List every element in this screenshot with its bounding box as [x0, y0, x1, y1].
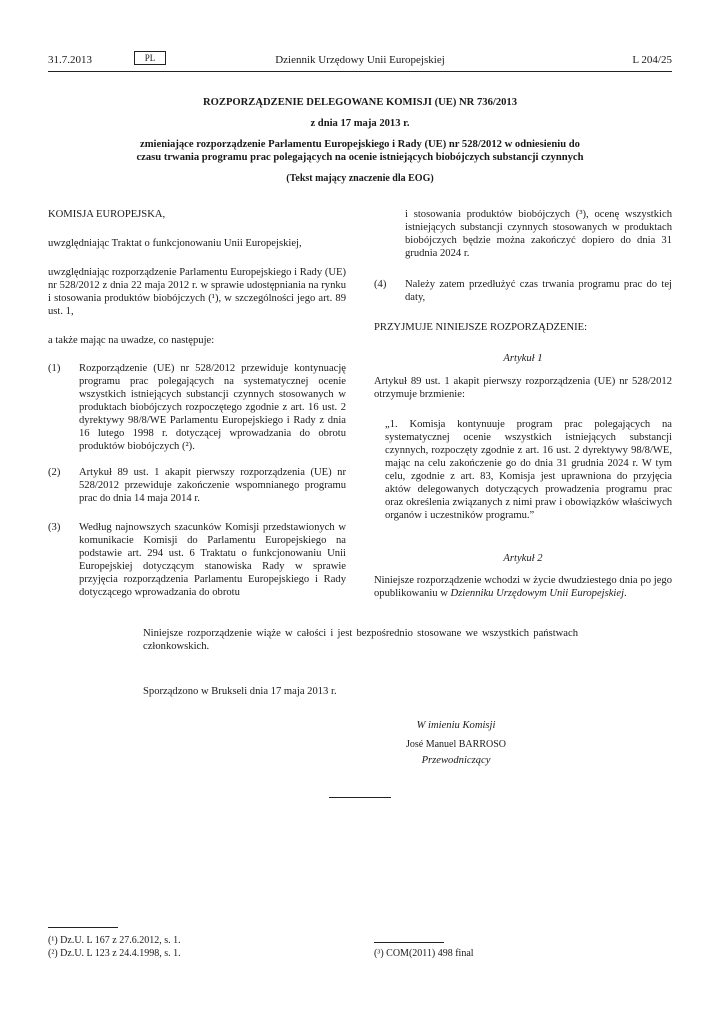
recital-2: [48, 466, 346, 505]
journal-title: Dziennik Urzędowy Unii Europejskiej: [275, 54, 445, 66]
article-2-heading: Artykuł 2: [503, 553, 543, 564]
article-1-heading: Artykuł 1: [503, 353, 543, 364]
binding-clause: Niniejsze rozporządzenie wiąże w całości i jest bezpośrednio stosowane we wszystkich państwach członkowskich.: [143, 628, 578, 652]
signature-for: W imieniu Komisji: [416, 720, 496, 731]
commission-heading: KOMISJA EUROPEJSKA,: [48, 209, 166, 220]
recital-text: Rozporządzenie (UE) nr 528/2012 przewiduje kontynuację programu prac polegających na systematycznej ocenie wszystkich istniejących substancji czynnych stosowanych w produktach biobójczych rozpoczętego zgodnie z art. 16 ust. 2 dyrektywy 98/8/WE Parlamentu Europejskiego i Rady z dnia 16 lutego 1998 r. dotyczącej wprowadzania do obrotu produktów biobójczych (²).: [79, 363, 346, 452]
article-1-quote: „1. Komisja kontynuuje program prac polegających na systematycznej ocenie wszystkich istniejących substancji czynnych, rozpoczęty zgodnie z art. 16 ust. 2 dyrektywy 98/8/WE, mając na celu zakończenie go do dnia 31 grudnia 2024 r. W tym celu, zgodnie z art. 83, Komisja jest uprawniona do przyjęcia aktów delegowanych dotyczących prowadzenia programu prac oraz określenia związanych z nimi praw i obowiązków właściwych organów i uczestników programu.”: [385, 419, 672, 521]
publication-date: 31.7.2013: [48, 54, 92, 66]
regulation-date: z dnia 17 maja 2013 r.: [310, 118, 410, 129]
recital-3-continued: i stosowania produktów biobójczych (³), ocenę wszystkich istniejących substancji czynnych stosowanych w produktach biobójczych będzie można zakończyć dopiero do dnia 31 grudnia 2024 r.: [405, 209, 672, 259]
header-rule: [48, 71, 672, 72]
recital-number: (2): [48, 467, 61, 478]
whereas-intro: a także mając na uwadze, co następuje:: [48, 335, 215, 346]
end-rule: [329, 797, 391, 798]
eea-relevance: (Tekst mający znaczenie dla EOG): [286, 173, 434, 184]
place-and-date: Sporządzono w Brukseli dnia 17 maja 2013 r.: [143, 686, 337, 697]
page-reference: L 204/25: [632, 54, 672, 66]
article-2-text-end: .: [624, 588, 627, 599]
recital-text: Artykuł 89 ust. 1 akapit pierwszy rozporządzenia (UE) nr 528/2012 przewiduje zakończenie wspomnianego programu prac do dnia 14 maja 2014 r.: [79, 467, 346, 504]
signatory-name: José Manuel BARROSO: [405, 739, 506, 750]
footnote-rule-left: [48, 927, 118, 928]
language-badge: PL: [134, 51, 166, 65]
recital-4: [374, 278, 672, 304]
regulation-title: ROZPORZĄDZENIE DELEGOWANE KOMISJI (UE) NR 736/2013: [202, 97, 518, 108]
recital-text: Należy zatem przedłużyć czas trwania programu prac do tej daty,: [405, 279, 672, 303]
recital-number: (3): [48, 522, 61, 533]
footnote-1: (¹) Dz.U. L 167 z 27.6.2012, s. 1.: [48, 935, 181, 946]
recital-text: Według najnowszych szacunków Komisji przedstawionych w komunikacie Komisji do Parlamentu Europejskiego na podstawie art. 294 ust. 6 Traktatu o funkcjonowaniu Unii Europejskiej dotyczącym stanowiska Rady w sprawie przyjęcia rozporządzenia Parlamentu Europejskiego i Rady dotyczącego wprowadzania do obrotu: [79, 522, 346, 598]
regulation-subject-line2: czasu trwania programu prac polegających na ocenie istniejących biobójczych substancji czynnych: [136, 152, 584, 163]
signatory-role: Przewodniczący: [421, 755, 491, 766]
recital-number: (4): [374, 279, 387, 290]
footnote-2: (²) Dz.U. L 123 z 24.4.1998, s. 1.: [48, 948, 181, 959]
recital-number: (1): [48, 363, 61, 374]
journal-name: Dzienniku Urzędowym Unii Europejskiej: [450, 588, 625, 599]
recital-1: [48, 362, 346, 453]
article-2-text-main: Niniejsze rozporządzenie wchodzi w życie dwudziestego dnia po jego opublikowaniu w: [374, 575, 672, 599]
citation-treaty: uwzględniając Traktat o funkcjonowaniu Unii Europejskiej,: [48, 238, 302, 249]
recital-3: [48, 521, 346, 599]
citation-regulation: uwzględniając rozporządzenie Parlamentu Europejskiego i Rady (UE) nr 528/2012 z dnia 22 maja 2012 r. w sprawie udostępniania na rynku i stosowania produktów biobójczych (¹), w szczególności jego art. 89 ust. 1,: [48, 267, 346, 317]
adoption-statement: PRZYJMUJE NINIEJSZE ROZPORZĄDZENIE:: [374, 322, 588, 333]
footnote-3: (³) COM(2011) 498 final: [374, 948, 474, 959]
article-1-intro: Artykuł 89 ust. 1 akapit pierwszy rozporządzenia (UE) nr 528/2012 otrzymuje brzmienie:: [374, 376, 672, 400]
footnote-rule-right: [374, 942, 444, 943]
article-2-text: [374, 574, 672, 600]
regulation-subject-line1: zmieniające rozporządzenie Parlamentu Europejskiego i Rady (UE) nr 528/2012 w odniesieniu do: [140, 139, 580, 150]
